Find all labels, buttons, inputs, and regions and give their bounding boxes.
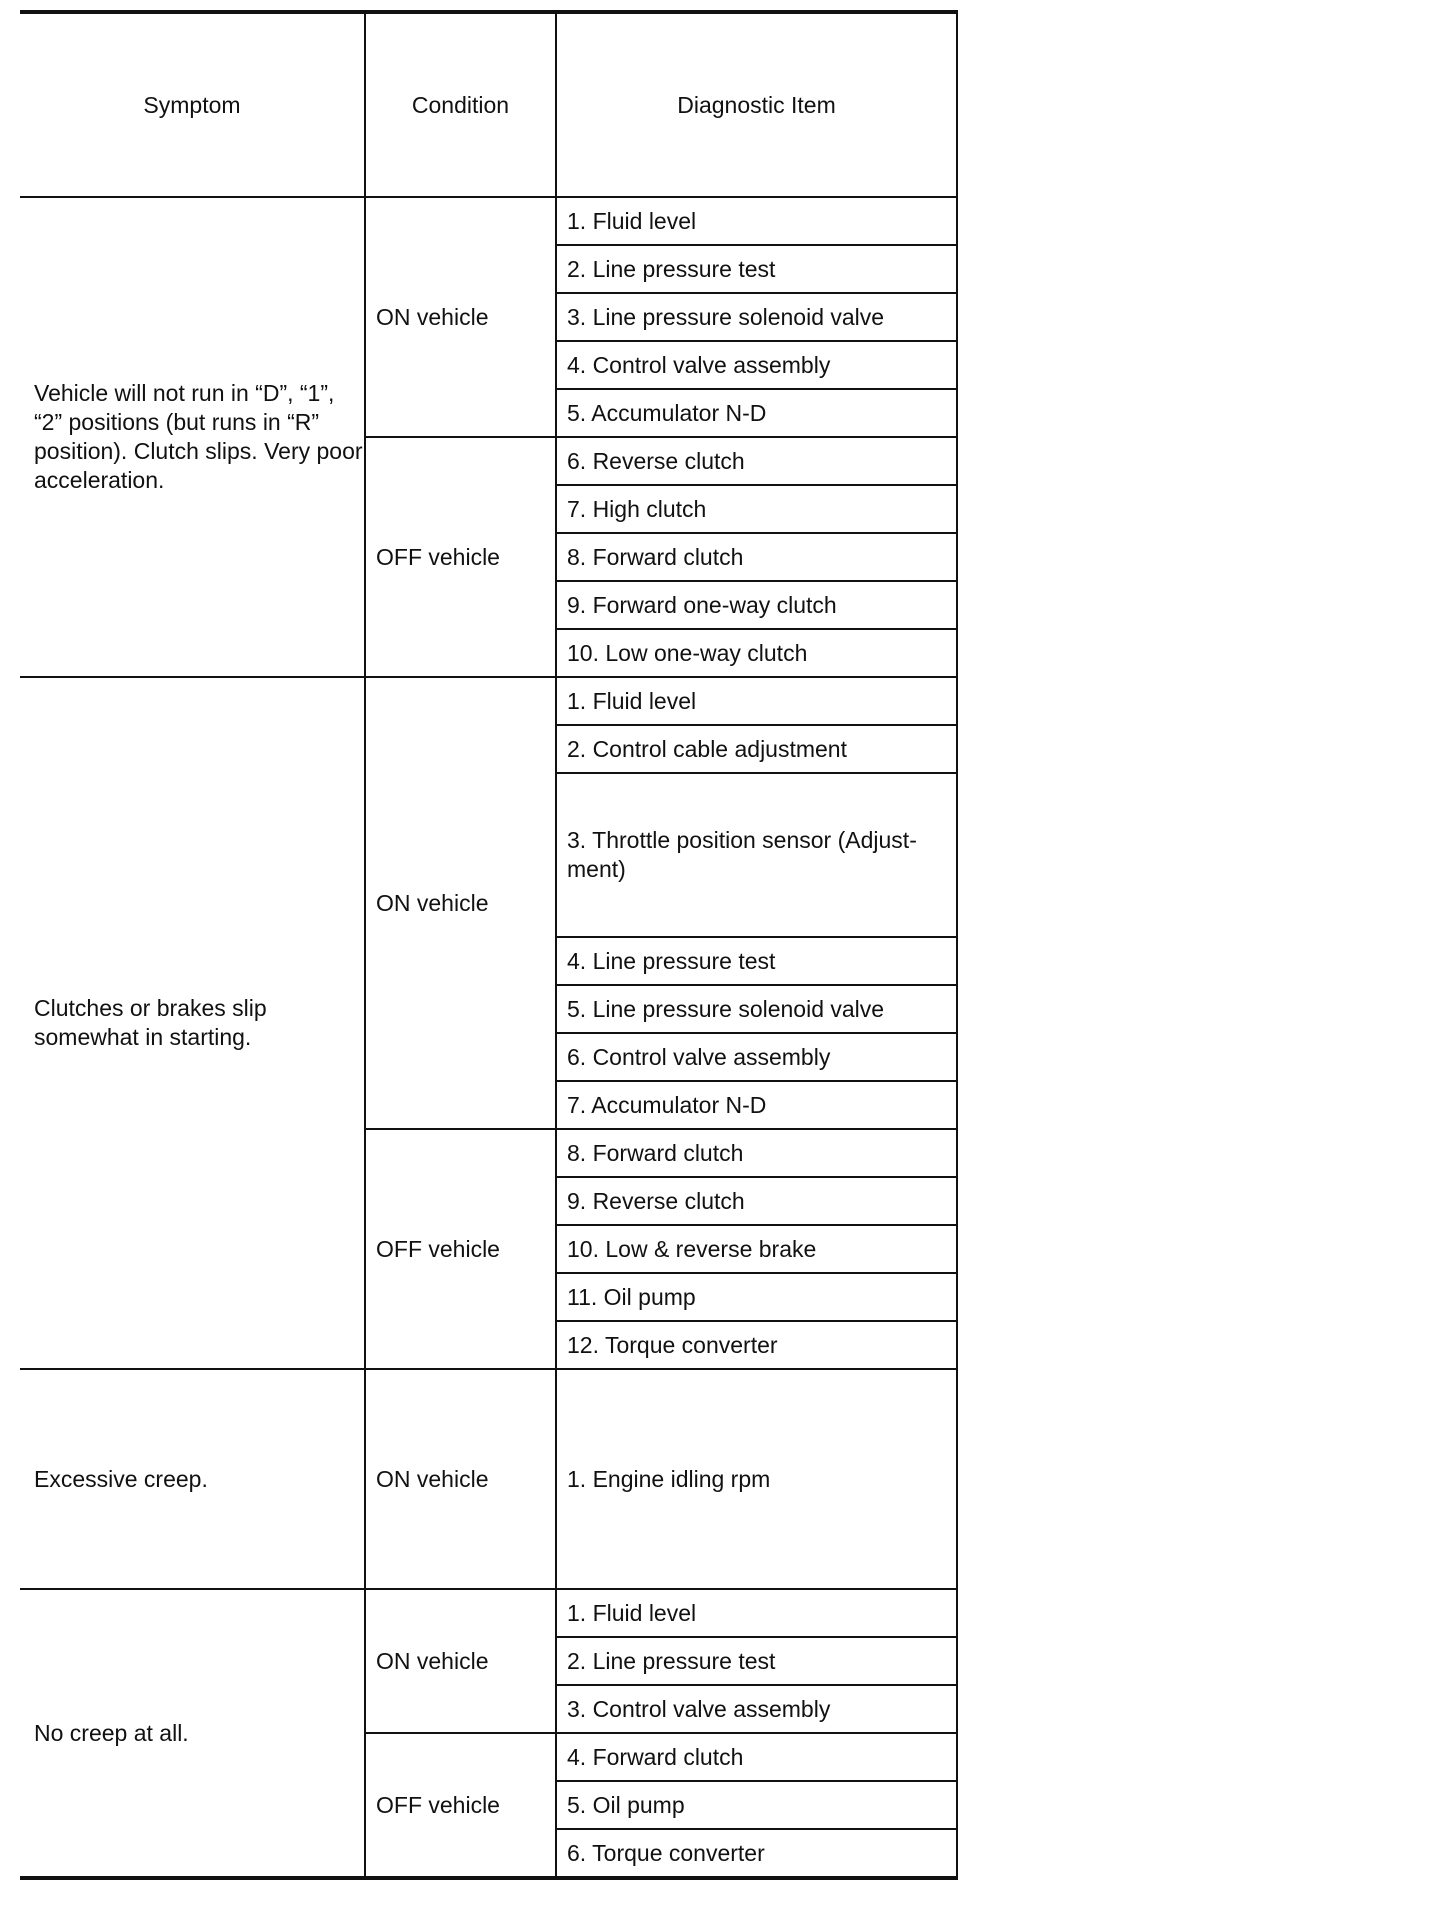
table-row: [20, 1589, 957, 1637]
diagnostic-item: 8. Forward clutch: [556, 533, 957, 581]
diagnostic-item: 4. Line pressure test: [556, 937, 957, 985]
diagnostic-item: 3. Line pressure solenoid valve: [556, 293, 957, 341]
symptom-cell: No creep at all.: [20, 1589, 365, 1878]
symptom-cell: Vehicle will not run in “D”, “1”, “2” positions (but runs in “R” position). Clutch slips. Very poor acceleration.: [20, 197, 365, 677]
diagnostic-item: 5. Accumulator N-D: [556, 389, 957, 437]
condition-cell: ON vehicle: [365, 1369, 556, 1589]
table-row: [20, 677, 957, 725]
header-symptom: Symptom: [20, 12, 365, 197]
diagnostic-item: 4. Control valve assembly: [556, 341, 957, 389]
diagnostic-item: 3. Control valve assembly: [556, 1685, 957, 1733]
diagnostic-item: 5. Line pressure solenoid valve: [556, 985, 957, 1033]
diagnostic-item: 1. Fluid level: [556, 1589, 957, 1637]
diagnostic-item: 4. Forward clutch: [556, 1733, 957, 1781]
table-row: [20, 1369, 957, 1589]
header-diagnostic-item: Diagnostic Item: [556, 12, 957, 197]
diagnostic-item: 3. Throttle position sensor (Adjust-ment): [556, 773, 957, 937]
condition-cell: OFF vehicle: [365, 1129, 556, 1369]
condition-cell: ON vehicle: [365, 197, 556, 437]
header-row: [20, 12, 957, 197]
condition-cell: ON vehicle: [365, 677, 556, 1129]
diagnostic-item: 6. Reverse clutch: [556, 437, 957, 485]
diagnostic-item: 9. Forward one-way clutch: [556, 581, 957, 629]
diagnostic-item: 5. Oil pump: [556, 1781, 957, 1829]
header-condition: Condition: [365, 12, 556, 197]
diagnostic-table: [20, 10, 958, 1880]
diagnostic-item: 12. Torque converter: [556, 1321, 957, 1369]
condition-cell: ON vehicle: [365, 1589, 556, 1733]
symptom-cell: Clutches or brakes slip somewhat in starting.: [20, 677, 365, 1369]
condition-cell: OFF vehicle: [365, 1733, 556, 1878]
diagnostic-item: 1. Engine idling rpm: [556, 1369, 957, 1589]
diagnostic-item: 2. Line pressure test: [556, 245, 957, 293]
diagnostic-item: 7. High clutch: [556, 485, 957, 533]
diagnostic-item: 10. Low & reverse brake: [556, 1225, 957, 1273]
diagnostic-item: 8. Forward clutch: [556, 1129, 957, 1177]
condition-cell: OFF vehicle: [365, 437, 556, 677]
diagnostic-item: 1. Fluid level: [556, 677, 957, 725]
diagnostic-item: 10. Low one-way clutch: [556, 629, 957, 677]
diagnostic-item: 2. Line pressure test: [556, 1637, 957, 1685]
table-row: [20, 197, 957, 245]
diagnostic-item: 11. Oil pump: [556, 1273, 957, 1321]
diagnostic-item: 6. Torque converter: [556, 1829, 957, 1878]
diagnostic-item: 6. Control valve assembly: [556, 1033, 957, 1081]
diagnostic-item: 1. Fluid level: [556, 197, 957, 245]
diagnostic-item: 9. Reverse clutch: [556, 1177, 957, 1225]
symptom-cell: Excessive creep.: [20, 1369, 365, 1589]
diagnostic-item: 2. Control cable adjustment: [556, 725, 957, 773]
diagnostic-item: 7. Accumulator N-D: [556, 1081, 957, 1129]
